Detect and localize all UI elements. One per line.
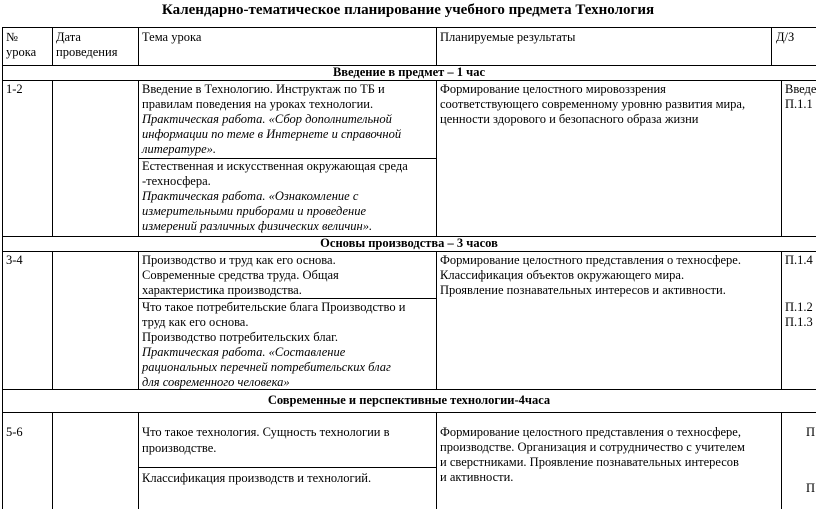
lesson-topic-line: Производство и труд как его основа. [142, 253, 336, 267]
lesson-topic-line: правилам поведения на уроках технологии. [142, 97, 374, 111]
homework: П.1.2 [785, 300, 813, 314]
practical-work-line: измерительными приборами и проведение [142, 204, 367, 218]
practical-work-line: информации по теме в Интернете и справочной [142, 127, 402, 141]
results-line: Проявление познавательных интересов и активности. [440, 283, 726, 297]
lesson-topic-line: производстве. [142, 441, 217, 455]
lesson-topic-line: Естественная и искусственная окружающая среда [142, 159, 408, 173]
homework: П [806, 481, 816, 495]
header-hw: Д/З [776, 30, 795, 44]
results-line: ценности здорового и безопасного образа жизни [440, 112, 699, 126]
header-num-line2: урока [6, 45, 37, 59]
lesson-topic-line: Производство потребительских благ. [142, 330, 338, 344]
practical-work-line: Практическая работа. «Составление [142, 345, 346, 359]
practical-work-line: Практическая работа. «Ознакомление с [142, 189, 359, 203]
header-num: № [6, 30, 18, 44]
results-line: Формирование целостного представления о техносфере. [440, 253, 741, 267]
header-results: Планируемые результаты [440, 30, 576, 44]
header-date-line2: проведения [56, 45, 118, 59]
homework: П.1.4 [785, 253, 813, 267]
section-title: Основы производства – 3 часов [320, 236, 498, 250]
header-topic: Тема урока [142, 30, 202, 44]
lesson-number: 1-2 [6, 82, 23, 96]
lesson-number: 5-6 [6, 425, 23, 439]
practical-work-line: литературе». [142, 142, 217, 156]
homework: П.1.3 [785, 315, 813, 329]
results-line: Классификация объектов окружающего мира. [440, 268, 685, 282]
document-title: Календарно-тематическое планирование учебного предмета Технология [161, 2, 655, 18]
results-line: производстве. Организация и сотрудничество с учителем [440, 440, 745, 454]
results-line: соответствующего современному уровню развития мира, [440, 97, 746, 111]
results-line: Формирование целостного представления о техносфере, [440, 425, 741, 439]
lesson-topic-line: труд как его основа. [142, 315, 249, 329]
homework: Введе [785, 82, 816, 96]
lesson-topic-line: Классификация производств и технологий. [142, 471, 372, 485]
lesson-topic-line: -техносфера. [142, 174, 211, 188]
lesson-topic-line: Что такое потребительские блага Производство и [142, 300, 406, 314]
results-line: и активности. [440, 470, 514, 484]
practical-work-line: рациональных перечней потребительских благ [142, 360, 391, 374]
lesson-number: 3-4 [6, 253, 23, 267]
lesson-topic-line: Введение в Технологию. Инструктаж по ТБ и [142, 82, 385, 96]
lesson-topic-line: Современные средства труда. Общая [142, 268, 339, 282]
homework: П.1.1 [785, 97, 813, 111]
lesson-topic-line: Что такое технология. Сущность технологии в [142, 425, 390, 439]
lesson-topic-line: характеристика производства. [142, 283, 302, 297]
section-title: Современные и перспективные технологии-4часа [267, 393, 551, 407]
results-line: и сверстниками. Проявление познавательных интересов [440, 455, 739, 469]
practical-work-line: Практическая работа. «Сбор дополнительной [142, 112, 392, 126]
header-date: Дата [56, 30, 81, 44]
homework: П [806, 425, 816, 439]
section-title: Введение в предмет – 1 час [332, 65, 486, 79]
practical-work-line: измерений различных физических величин». [142, 219, 373, 233]
practical-work-line: для современного человека» [142, 375, 290, 389]
results-line: Формирование целостного мировоззрения [440, 82, 666, 96]
